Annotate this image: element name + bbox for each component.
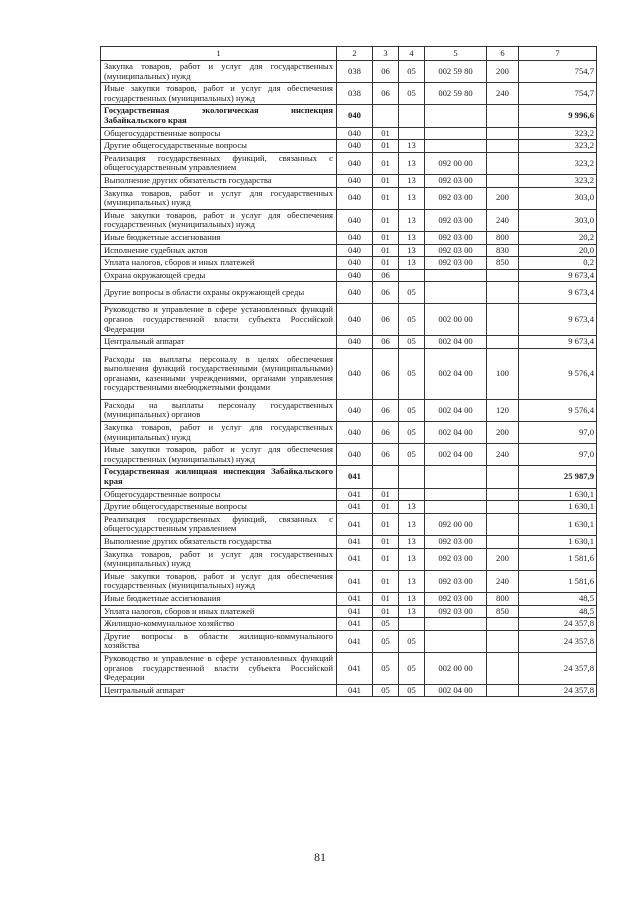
- row-subsection-code: 05: [399, 652, 425, 684]
- row-target-code: [425, 127, 487, 140]
- table-row: [101, 231, 597, 244]
- row-amount: 20,2: [519, 231, 597, 244]
- table-row: [101, 605, 597, 618]
- row-subsection-code: 05: [399, 336, 425, 349]
- row-section-code: 01: [373, 592, 399, 605]
- row-name: Руководство и управление в сфере установленных функций органов государственной власти субъекта Российской Федерации: [101, 652, 337, 684]
- table-row: [101, 592, 597, 605]
- row-subsection-code: 05: [399, 61, 425, 83]
- row-section-code: 01: [373, 127, 399, 140]
- row-subsection-code: 13: [399, 187, 425, 209]
- row-amount: 9 673,4: [519, 336, 597, 349]
- row-section-code: 06: [373, 83, 399, 105]
- row-name: Общегосударственные вопросы: [101, 488, 337, 501]
- row-expense-type: 200: [487, 61, 519, 83]
- row-name: Жилищно-коммунальное хозяйство: [101, 618, 337, 631]
- row-name: Иные бюджетные ассигнования: [101, 592, 337, 605]
- row-subsection-code: 13: [399, 570, 425, 592]
- row-expense-type: [487, 501, 519, 514]
- table-row: [101, 652, 597, 684]
- row-expense-type: [487, 304, 519, 336]
- table-row: [101, 684, 597, 697]
- row-name: Выполнение других обязательств государства: [101, 174, 337, 187]
- row-expense-type: 240: [487, 209, 519, 231]
- row-expense-type: [487, 127, 519, 140]
- row-expense-type: 120: [487, 399, 519, 421]
- row-target-code: [425, 282, 487, 304]
- row-target-code: 092 03 00: [425, 605, 487, 618]
- row-section-code: 05: [373, 618, 399, 631]
- row-admin-code: 041: [337, 605, 373, 618]
- row-target-code: 002 00 00: [425, 304, 487, 336]
- column-header: 1: [101, 47, 337, 61]
- row-admin-code: 038: [337, 83, 373, 105]
- row-amount: 9 673,4: [519, 269, 597, 282]
- table-row: [101, 466, 597, 488]
- row-expense-type: 850: [487, 605, 519, 618]
- row-section-code: 01: [373, 231, 399, 244]
- table-row: [101, 282, 597, 304]
- row-name: Иные закупки товаров, работ и услуг для обеспечения государственных (муниципальных) нужд: [101, 444, 337, 466]
- row-admin-code: 040: [337, 269, 373, 282]
- row-target-code: 092 00 00: [425, 513, 487, 535]
- row-expense-type: 240: [487, 444, 519, 466]
- row-subsection-code: 05: [399, 282, 425, 304]
- row-name: Другие общегосударственные вопросы: [101, 140, 337, 153]
- row-expense-type: [487, 174, 519, 187]
- row-name: Руководство и управление в сфере установленных функций органов государственной власти субъекта Российской Федерации: [101, 304, 337, 336]
- row-name: Уплата налогов, сборов и иных платежей: [101, 257, 337, 270]
- row-amount: 9 673,4: [519, 304, 597, 336]
- row-target-code: 092 03 00: [425, 257, 487, 270]
- column-header: 4: [399, 47, 425, 61]
- row-admin-code: 041: [337, 488, 373, 501]
- row-name: Закупка товаров, работ и услуг для государственных (муниципальных) нужд: [101, 548, 337, 570]
- row-subsection-code: 13: [399, 231, 425, 244]
- row-target-code: 002 59 80: [425, 83, 487, 105]
- row-name: Государственная жилищная инспекция Забайкальского края: [101, 466, 337, 488]
- row-target-code: 002 04 00: [425, 348, 487, 399]
- table-row: [101, 399, 597, 421]
- table-row: [101, 444, 597, 466]
- row-target-code: 092 03 00: [425, 244, 487, 257]
- row-amount: 24 357,8: [519, 618, 597, 631]
- row-name: Иные бюджетные ассигнования: [101, 231, 337, 244]
- row-target-code: 092 03 00: [425, 174, 487, 187]
- row-target-code: [425, 466, 487, 488]
- row-section-code: 01: [373, 513, 399, 535]
- row-target-code: 092 03 00: [425, 548, 487, 570]
- row-target-code: 092 03 00: [425, 592, 487, 605]
- column-header: 7: [519, 47, 597, 61]
- row-admin-code: 040: [337, 257, 373, 270]
- row-subsection-code: [399, 105, 425, 127]
- row-name: Уплата налогов, сборов и иных платежей: [101, 605, 337, 618]
- row-name: Иные закупки товаров, работ и услуг для обеспечения государственных (муниципальных) нужд: [101, 83, 337, 105]
- row-expense-type: [487, 618, 519, 631]
- row-section-code: 01: [373, 209, 399, 231]
- row-section-code: [373, 466, 399, 488]
- row-expense-type: [487, 105, 519, 127]
- row-section-code: 01: [373, 244, 399, 257]
- row-section-code: 06: [373, 269, 399, 282]
- row-section-code: 06: [373, 444, 399, 466]
- row-target-code: 092 03 00: [425, 535, 487, 548]
- row-expense-type: 100: [487, 348, 519, 399]
- row-name: Иные закупки товаров, работ и услуг для обеспечения государственных (муниципальных) нужд: [101, 209, 337, 231]
- row-target-code: 002 04 00: [425, 336, 487, 349]
- row-target-code: [425, 140, 487, 153]
- table-row: [101, 630, 597, 652]
- table-row: [101, 209, 597, 231]
- row-expense-type: [487, 140, 519, 153]
- row-admin-code: 041: [337, 466, 373, 488]
- row-target-code: [425, 269, 487, 282]
- row-name: Иные закупки товаров, работ и услуг для обеспечения государственных (муниципальных) нужд: [101, 570, 337, 592]
- row-amount: 97,0: [519, 444, 597, 466]
- row-target-code: 002 00 00: [425, 652, 487, 684]
- row-name: Другие вопросы в области охраны окружающей среды: [101, 282, 337, 304]
- row-admin-code: 040: [337, 336, 373, 349]
- table-row: [101, 618, 597, 631]
- row-expense-type: [487, 535, 519, 548]
- row-admin-code: 040: [337, 444, 373, 466]
- row-name: Закупка товаров, работ и услуг для государственных (муниципальных) нужд: [101, 422, 337, 444]
- row-admin-code: 040: [337, 209, 373, 231]
- row-section-code: 01: [373, 140, 399, 153]
- table-row: [101, 348, 597, 399]
- row-admin-code: 040: [337, 231, 373, 244]
- row-name: Закупка товаров, работ и услуг для государственных (муниципальных) нужд: [101, 187, 337, 209]
- row-amount: 24 357,8: [519, 630, 597, 652]
- row-target-code: [425, 488, 487, 501]
- row-admin-code: 040: [337, 187, 373, 209]
- table-row: [101, 61, 597, 83]
- row-expense-type: [487, 466, 519, 488]
- table-row: [101, 83, 597, 105]
- row-section-code: 01: [373, 535, 399, 548]
- row-amount: 303,0: [519, 187, 597, 209]
- row-target-code: 002 04 00: [425, 444, 487, 466]
- row-admin-code: 040: [337, 140, 373, 153]
- table-row: [101, 269, 597, 282]
- row-name: Расходы на выплаты персоналу в целях обеспечения выполнения функций государственными (муниципальными) органами, казенными учреждениями, органами управления государственными внебюджетными фондами: [101, 348, 337, 399]
- row-subsection-code: 13: [399, 605, 425, 618]
- row-subsection-code: 13: [399, 244, 425, 257]
- row-admin-code: 040: [337, 244, 373, 257]
- row-amount: 1 630,1: [519, 501, 597, 514]
- row-section-code: 06: [373, 304, 399, 336]
- row-section-code: 01: [373, 187, 399, 209]
- row-section-code: 01: [373, 257, 399, 270]
- row-admin-code: 040: [337, 127, 373, 140]
- header-row: [101, 47, 597, 61]
- row-amount: 1 581,6: [519, 570, 597, 592]
- row-subsection-code: 13: [399, 257, 425, 270]
- row-target-code: 092 03 00: [425, 570, 487, 592]
- row-expense-type: 200: [487, 548, 519, 570]
- row-expense-type: [487, 152, 519, 174]
- row-subsection-code: 13: [399, 152, 425, 174]
- row-name: Центральный аппарат: [101, 684, 337, 697]
- table-row: [101, 127, 597, 140]
- row-amount: 323,2: [519, 174, 597, 187]
- row-subsection-code: 13: [399, 209, 425, 231]
- row-expense-type: [487, 630, 519, 652]
- row-amount: 20,0: [519, 244, 597, 257]
- column-header: 3: [373, 47, 399, 61]
- row-section-code: 06: [373, 282, 399, 304]
- row-section-code: 06: [373, 422, 399, 444]
- row-admin-code: 040: [337, 422, 373, 444]
- row-subsection-code: 13: [399, 501, 425, 514]
- row-subsection-code: 13: [399, 548, 425, 570]
- row-name: Исполнение судебных актов: [101, 244, 337, 257]
- row-subsection-code: 05: [399, 304, 425, 336]
- table-row: [101, 570, 597, 592]
- row-admin-code: 041: [337, 684, 373, 697]
- row-admin-code: 041: [337, 592, 373, 605]
- row-admin-code: 041: [337, 513, 373, 535]
- row-amount: 9 576,4: [519, 348, 597, 399]
- row-amount: 9 996,6: [519, 105, 597, 127]
- row-name: Расходы на выплаты персоналу государственных (муниципальных) органов: [101, 399, 337, 421]
- row-target-code: [425, 501, 487, 514]
- table-row: [101, 501, 597, 514]
- row-expense-type: [487, 652, 519, 684]
- row-amount: 1 630,1: [519, 535, 597, 548]
- row-amount: 24 357,8: [519, 684, 597, 697]
- row-expense-type: [487, 336, 519, 349]
- row-expense-type: 240: [487, 570, 519, 592]
- row-subsection-code: 05: [399, 399, 425, 421]
- row-target-code: [425, 630, 487, 652]
- row-expense-type: 200: [487, 422, 519, 444]
- row-section-code: 06: [373, 336, 399, 349]
- row-name: Другие общегосударственные вопросы: [101, 501, 337, 514]
- row-amount: 24 357,8: [519, 652, 597, 684]
- row-name: Реализация государственных функций, связанных с общегосударственным управлением: [101, 152, 337, 174]
- table-row: [101, 174, 597, 187]
- table-row: [101, 244, 597, 257]
- table-row: [101, 105, 597, 127]
- row-admin-code: 040: [337, 304, 373, 336]
- row-amount: 303,0: [519, 209, 597, 231]
- row-name: Охрана окружающей среды: [101, 269, 337, 282]
- row-amount: 754,7: [519, 61, 597, 83]
- row-section-code: 01: [373, 548, 399, 570]
- row-admin-code: 041: [337, 570, 373, 592]
- row-admin-code: 040: [337, 152, 373, 174]
- row-expense-type: [487, 488, 519, 501]
- row-expense-type: [487, 684, 519, 697]
- row-target-code: 002 04 00: [425, 399, 487, 421]
- row-expense-type: [487, 282, 519, 304]
- table-row: [101, 513, 597, 535]
- row-subsection-code: 13: [399, 174, 425, 187]
- row-admin-code: 040: [337, 105, 373, 127]
- row-section-code: 01: [373, 605, 399, 618]
- row-name: Общегосударственные вопросы: [101, 127, 337, 140]
- table-row: [101, 304, 597, 336]
- row-target-code: 092 03 00: [425, 209, 487, 231]
- row-section-code: 01: [373, 152, 399, 174]
- table-row: [101, 336, 597, 349]
- row-amount: 323,2: [519, 152, 597, 174]
- row-section-code: [373, 105, 399, 127]
- row-amount: 25 987,9: [519, 466, 597, 488]
- row-target-code: [425, 105, 487, 127]
- row-target-code: [425, 618, 487, 631]
- row-admin-code: 040: [337, 399, 373, 421]
- row-name: Реализация государственных функций, связанных с общегосударственным управлением: [101, 513, 337, 535]
- row-section-code: 06: [373, 348, 399, 399]
- table-row: [101, 422, 597, 444]
- row-subsection-code: [399, 466, 425, 488]
- row-subsection-code: 05: [399, 444, 425, 466]
- table-row: [101, 548, 597, 570]
- row-name: Другие вопросы в области жилищно-коммунального хозяйства: [101, 630, 337, 652]
- budget-table: [100, 46, 597, 697]
- row-section-code: 05: [373, 630, 399, 652]
- row-amount: 1 630,1: [519, 488, 597, 501]
- row-name: Центральный аппарат: [101, 336, 337, 349]
- row-subsection-code: 05: [399, 422, 425, 444]
- row-subsection-code: 05: [399, 630, 425, 652]
- row-target-code: 092 00 00: [425, 152, 487, 174]
- row-subsection-code: 13: [399, 513, 425, 535]
- row-name: Выполнение других обязательств государства: [101, 535, 337, 548]
- row-expense-type: 850: [487, 257, 519, 270]
- row-section-code: 01: [373, 501, 399, 514]
- row-expense-type: [487, 269, 519, 282]
- table-row: [101, 488, 597, 501]
- row-section-code: 05: [373, 652, 399, 684]
- row-admin-code: 038: [337, 61, 373, 83]
- row-section-code: 01: [373, 174, 399, 187]
- row-expense-type: 240: [487, 83, 519, 105]
- row-admin-code: 041: [337, 618, 373, 631]
- row-section-code: 01: [373, 488, 399, 501]
- row-target-code: 092 03 00: [425, 187, 487, 209]
- row-section-code: 06: [373, 61, 399, 83]
- row-expense-type: 200: [487, 187, 519, 209]
- row-subsection-code: 13: [399, 535, 425, 548]
- row-target-code: 092 03 00: [425, 231, 487, 244]
- row-admin-code: 041: [337, 501, 373, 514]
- table-row: [101, 152, 597, 174]
- table-row: [101, 187, 597, 209]
- row-amount: 323,2: [519, 140, 597, 153]
- row-subsection-code: 05: [399, 348, 425, 399]
- row-section-code: 01: [373, 570, 399, 592]
- row-target-code: 002 04 00: [425, 422, 487, 444]
- row-section-code: 05: [373, 684, 399, 697]
- row-admin-code: 040: [337, 174, 373, 187]
- row-subsection-code: [399, 488, 425, 501]
- row-section-code: 06: [373, 399, 399, 421]
- page-number: 81: [314, 850, 326, 864]
- table-row: [101, 257, 597, 270]
- row-amount: 754,7: [519, 83, 597, 105]
- row-admin-code: 041: [337, 535, 373, 548]
- row-subsection-code: 05: [399, 684, 425, 697]
- row-amount: 97,0: [519, 422, 597, 444]
- column-header: 2: [337, 47, 373, 61]
- row-subsection-code: [399, 127, 425, 140]
- row-amount: 9 576,4: [519, 399, 597, 421]
- row-target-code: 002 59 80: [425, 61, 487, 83]
- row-admin-code: 040: [337, 348, 373, 399]
- row-target-code: 002 04 00: [425, 684, 487, 697]
- row-expense-type: 830: [487, 244, 519, 257]
- table-row: [101, 140, 597, 153]
- row-amount: 48,5: [519, 592, 597, 605]
- table-body: [101, 47, 597, 697]
- row-expense-type: 800: [487, 592, 519, 605]
- row-admin-code: 041: [337, 630, 373, 652]
- row-admin-code: 040: [337, 282, 373, 304]
- row-amount: 9 673,4: [519, 282, 597, 304]
- row-amount: 0,2: [519, 257, 597, 270]
- row-name: Государственная экологическая инспекция Забайкальского края: [101, 105, 337, 127]
- row-admin-code: 041: [337, 652, 373, 684]
- column-header: 6: [487, 47, 519, 61]
- row-expense-type: 800: [487, 231, 519, 244]
- row-subsection-code: 05: [399, 83, 425, 105]
- row-subsection-code: 13: [399, 592, 425, 605]
- row-name: Закупка товаров, работ и услуг для государственных (муниципальных) нужд: [101, 61, 337, 83]
- row-admin-code: 041: [337, 548, 373, 570]
- row-amount: 48,5: [519, 605, 597, 618]
- budget-table-sheet: [100, 46, 596, 697]
- column-header: 5: [425, 47, 487, 61]
- table-row: [101, 535, 597, 548]
- row-amount: 1 581,6: [519, 548, 597, 570]
- row-subsection-code: [399, 618, 425, 631]
- row-subsection-code: 13: [399, 140, 425, 153]
- row-subsection-code: [399, 269, 425, 282]
- row-amount: 1 630,1: [519, 513, 597, 535]
- row-expense-type: [487, 513, 519, 535]
- row-amount: 323,2: [519, 127, 597, 140]
